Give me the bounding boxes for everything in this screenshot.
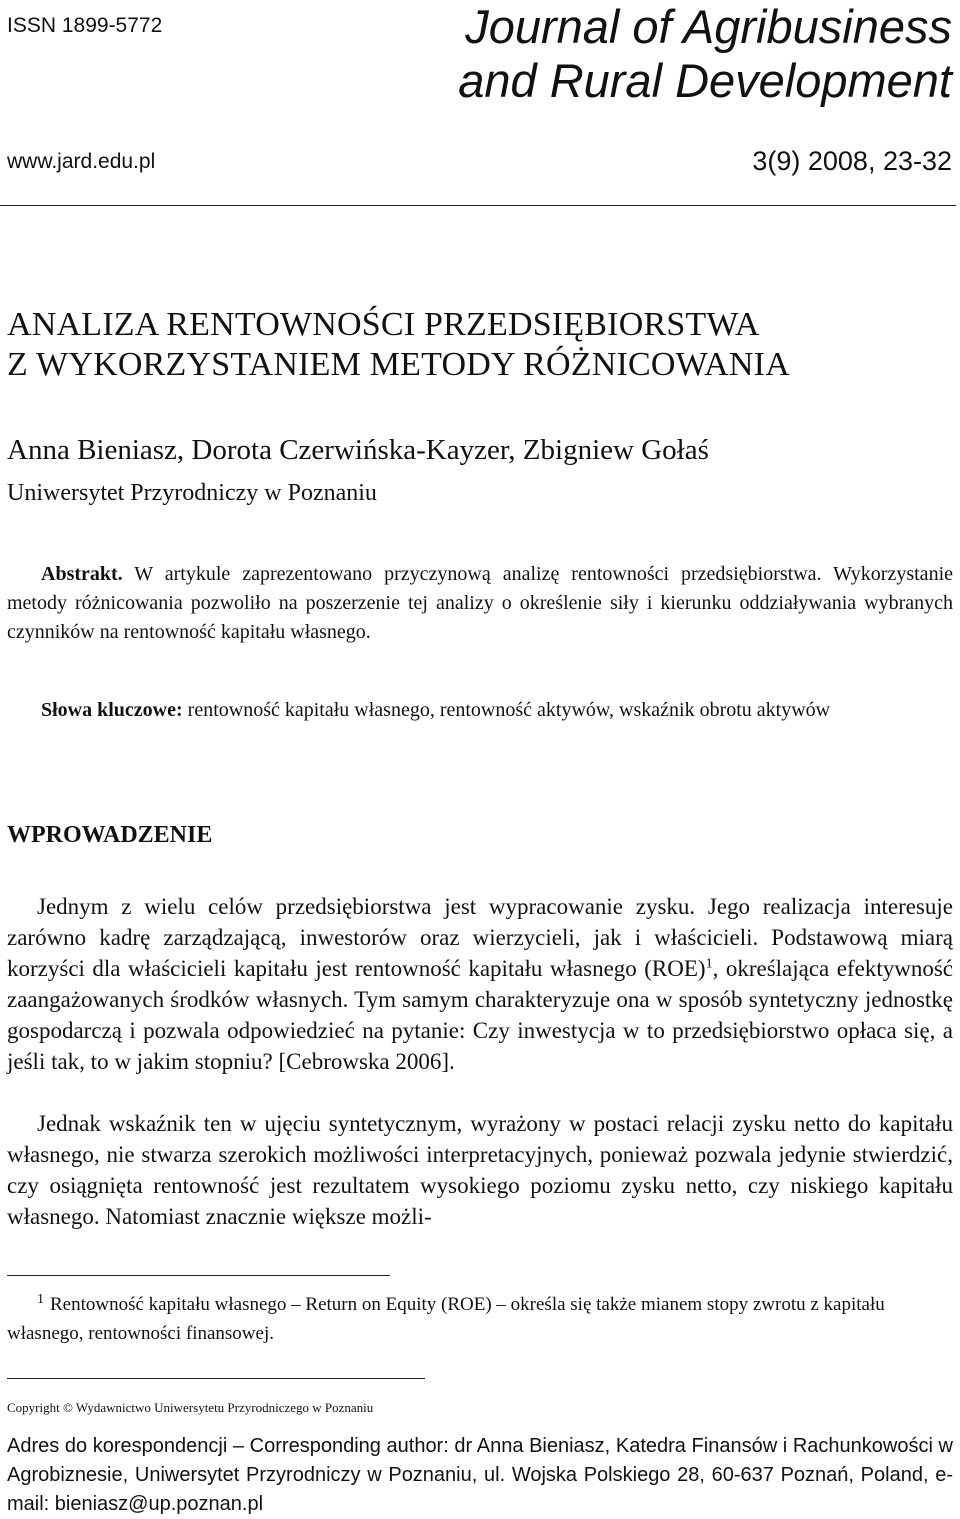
journal-title (458, 0, 952, 108)
footnote-reference[interactable]: 1 (705, 956, 713, 972)
abstract-text: W artykule zaprezentowano przyczynową analizę rentowności przedsiębiorstwa. Wykorzystanie metody różnicowania pozwoliło na poszerzenie tej analizy o określenie siły i kierunku oddziaływania wybranych czynników na rentowność kapitału własnego. (7, 563, 953, 643)
footnote-text: Rentowność kapitału własnego – Return on Equity (ROE) – określa się także mianem stopy zwrotu z kapitału własnego, rentowności finansowej. (7, 1294, 885, 1344)
body-paragraph-2-text: Jednak wskaźnik ten w ujęciu syntetycznym, wyrażony w postaci relacji zysku netto do kapitału własnego, nie stwarza szerokich możliwości interpretacyjnych, ponieważ pozwala jedynie stwierdzić, czy osiągnięta rentowność jest rezultatem wysokiego poziomu zysku netto, czy niskiego kapitału własnego. Natomiast znacznie większe możli- (7, 1111, 953, 1229)
keywords-label: Słowa kluczowe: (41, 699, 183, 721)
body-paragraph-1-part-a: Jednym z wielu celów przedsiębiorstwa jest wypracowanie zysku. Jego realizacja interesuje zarówno kadrę zarządzającą, inwestorów oraz wierzycieli, jak i właścicieli. Podstawową miarą korzyści dla właścicieli kapitału jest rentowność kapitału własnego (ROE) (7, 894, 953, 981)
journal-url[interactable]: www.jard.edu.pl (7, 150, 156, 173)
body-paragraph-2 (7, 1108, 953, 1232)
issue-info: 3(9) 2008, 23-32 (752, 146, 952, 176)
article-title-line2: Z WYKORZYSTANIEM METODY RÓŻNICOWANIA (7, 346, 790, 383)
article-title (7, 305, 790, 385)
abstract-label: Abstrakt. (41, 563, 123, 585)
copyright: Copyright © Wydawnictwo Uniwersytetu Przyrodniczego w Poznaniu (7, 1400, 374, 1415)
body-paragraph-1 (7, 891, 953, 1077)
body-paragraph-1-part-b: , określająca efektywność zaangażowanych środków własnych. Tym samym charakteryzuje ona w sposób syntetyczny jednostkę gospodarczą i pozwala odpowiedzieć na pytanie: Czy inwestycja w to przedsiębiorstwo opłaca się, a jeśli tak, to w jakim stopniu? [Cebrowska 2006]. (7, 956, 953, 1074)
section-heading: WPROWADZENIE (7, 822, 213, 848)
correspondence: Adres do korespondencji – Corresponding author: dr Anna Bieniasz, Katedra Finansów i Rachunkowości w Agrobiznesie, Uniwersytet Przyrodniczy w Poznaniu, ul. Wojska Polskiego 28, 60-637 Poznań, Poland, e-mail: bieniasz@up.poznan.pl (7, 1435, 953, 1515)
journal-title-line1: Journal of Agribusiness (465, 0, 952, 53)
article-title-line1: ANALIZA RENTOWNOŚCI PRZEDSIĘBIORSTWA (7, 306, 760, 343)
issn: ISSN 1899-5772 (7, 14, 163, 37)
footnote-divider (7, 1275, 390, 1276)
footnote-number: 1 (37, 1291, 44, 1307)
authors: Anna Bieniasz, Dorota Czerwińska-Kayzer, Zbigniew Gołaś (7, 434, 709, 466)
footnote (7, 1290, 953, 1348)
journal-title-line2: and Rural Development (458, 54, 952, 107)
header-divider (0, 205, 956, 206)
abstract (7, 560, 953, 647)
keywords (7, 695, 953, 725)
copyright-divider (7, 1378, 425, 1379)
affiliation: Uniwersytet Przyrodniczy w Poznaniu (7, 480, 377, 506)
keywords-text: rentowność kapitału własnego, rentowność aktywów, wskaźnik obrotu aktywów (187, 699, 831, 721)
